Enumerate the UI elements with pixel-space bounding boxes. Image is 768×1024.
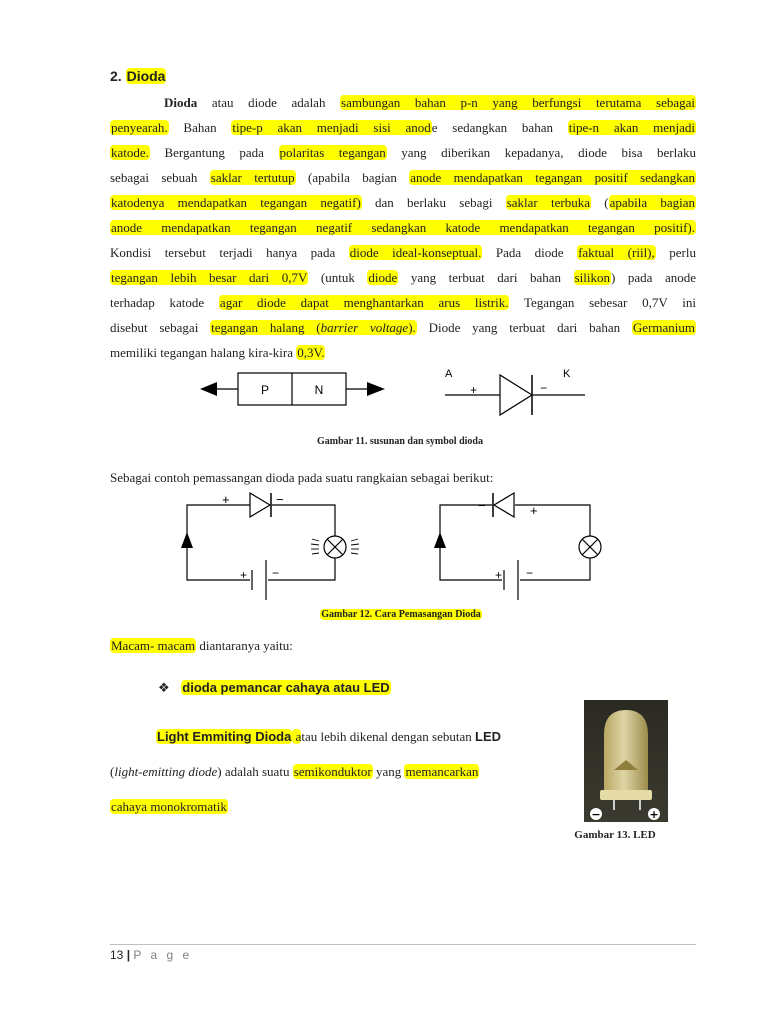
anode-label: A <box>445 368 453 380</box>
para-line: katode. Bergantung pada polaritas tegangan yang diberikan kepadanya, diode bisa berlaku <box>111 145 696 160</box>
footer-divider <box>110 944 696 945</box>
minus-sign: − <box>478 498 486 513</box>
intro-text <box>110 465 696 490</box>
para-line: katodenya mendapatkan tegangan negatif) dan berlaku sebagi saklar terbuka (apabila bagian <box>111 195 695 210</box>
plus-circle-icon <box>648 808 660 821</box>
types-intro: Macam- macam diantaranya yaitu: <box>111 638 293 653</box>
figure-11-caption: Gambar 11. susunan dan symbol dioda <box>317 436 483 447</box>
diode-reverse <box>494 493 514 517</box>
bullet-led <box>158 680 391 696</box>
page-number: 13 <box>110 948 124 962</box>
minus-sign: − <box>540 381 548 395</box>
led-photo <box>584 700 668 822</box>
figure-12-circuits <box>170 488 620 606</box>
figure-12-caption: Gambar 12. Cara Pemasangan Dioda <box>321 609 481 620</box>
pn-junction-diagram <box>200 373 385 405</box>
diode-triangle <box>500 375 532 415</box>
paragraph-dioda <box>110 90 696 365</box>
circuit-forward-bias <box>181 492 359 600</box>
para-line: memiliki tegangan halang kira-kira 0,3V. <box>110 345 325 360</box>
para-line: terhadap katode agar diode dapat menghantarkan arus listrik. Tegangan sebesar 0,7V ini <box>110 295 696 310</box>
cathode-label: K <box>563 368 571 380</box>
minus-circle-icon <box>590 808 602 821</box>
n-label: N <box>314 383 324 397</box>
page-word: P a g e <box>133 948 193 962</box>
bullet-text: dioda pemancar cahaya atau LED <box>182 680 390 695</box>
section-number: 2. <box>110 68 122 84</box>
diamond-bullet-icon: ❖ <box>158 681 170 696</box>
battery-minus: − <box>526 566 534 580</box>
svg-text:+: + <box>649 808 659 821</box>
para-line: anode mendapatkan tegangan negatif sedangkan katode mendapatkan tegangan positif). <box>111 220 695 235</box>
plus-sign: + <box>222 492 230 507</box>
intro-line: Sebagai contoh pemassangan dioda pada suatu rangkaian sebagai berikut: <box>110 470 494 485</box>
battery-minus: − <box>272 566 280 580</box>
arrow-right-icon <box>367 382 385 396</box>
figure-11-diagram <box>195 364 595 424</box>
para-line: Kondisi tersebut terjadi hanya pada diode ideal-konseptual. Pada diode faktual (riil), perlu <box>110 245 697 260</box>
diode-symbol <box>445 368 585 415</box>
para-line: sebagai sebuah saklar tertutup (apabila bagian anode mendapatkan tegangan positif sedangkan <box>110 170 696 185</box>
battery-plus: + <box>240 568 248 582</box>
arrow-left-icon <box>200 382 217 396</box>
plus-sign: + <box>470 383 478 397</box>
paragraph-led: Light Emmiting Dioda atau lebih dikenal dengan sebutan LED (light-emitting diode) adalah suatu semikonduktor yang memancarkan cahaya monokromatik <box>110 729 501 814</box>
para-line: penyearah. Bahan tipe-p akan menjadi sisi anode sedangkan bahan tipe-n akan menjadi <box>111 120 695 135</box>
para-line: Dioda atau diode adalah sambungan bahan p-n yang berfungsi terutama sebagai <box>164 95 695 110</box>
figure-13-caption: Gambar 13. LED <box>574 829 656 841</box>
plus-sign: + <box>530 503 538 518</box>
para-line: tegangan lebih besar dari 0,7V (untuk diode yang terbuat dari bahan silikon) pada anode <box>111 270 696 285</box>
current-arrow-icon <box>181 532 193 548</box>
p-label: P <box>260 383 270 397</box>
battery-plus: + <box>495 568 503 582</box>
page-footer <box>110 948 192 962</box>
svg-text:−: − <box>591 808 601 821</box>
circuit-reverse-bias <box>434 493 601 600</box>
current-arrow-icon <box>434 532 446 548</box>
section-heading <box>110 68 166 84</box>
footer-separator: | <box>126 948 131 962</box>
diode-forward <box>250 493 270 517</box>
para-line: disebut sebagai tegangan halang (barrier voltage). Diode yang terbuat dari bahan Germanium <box>110 320 695 335</box>
minus-sign: − <box>276 492 284 507</box>
section-title: Dioda <box>126 68 166 84</box>
